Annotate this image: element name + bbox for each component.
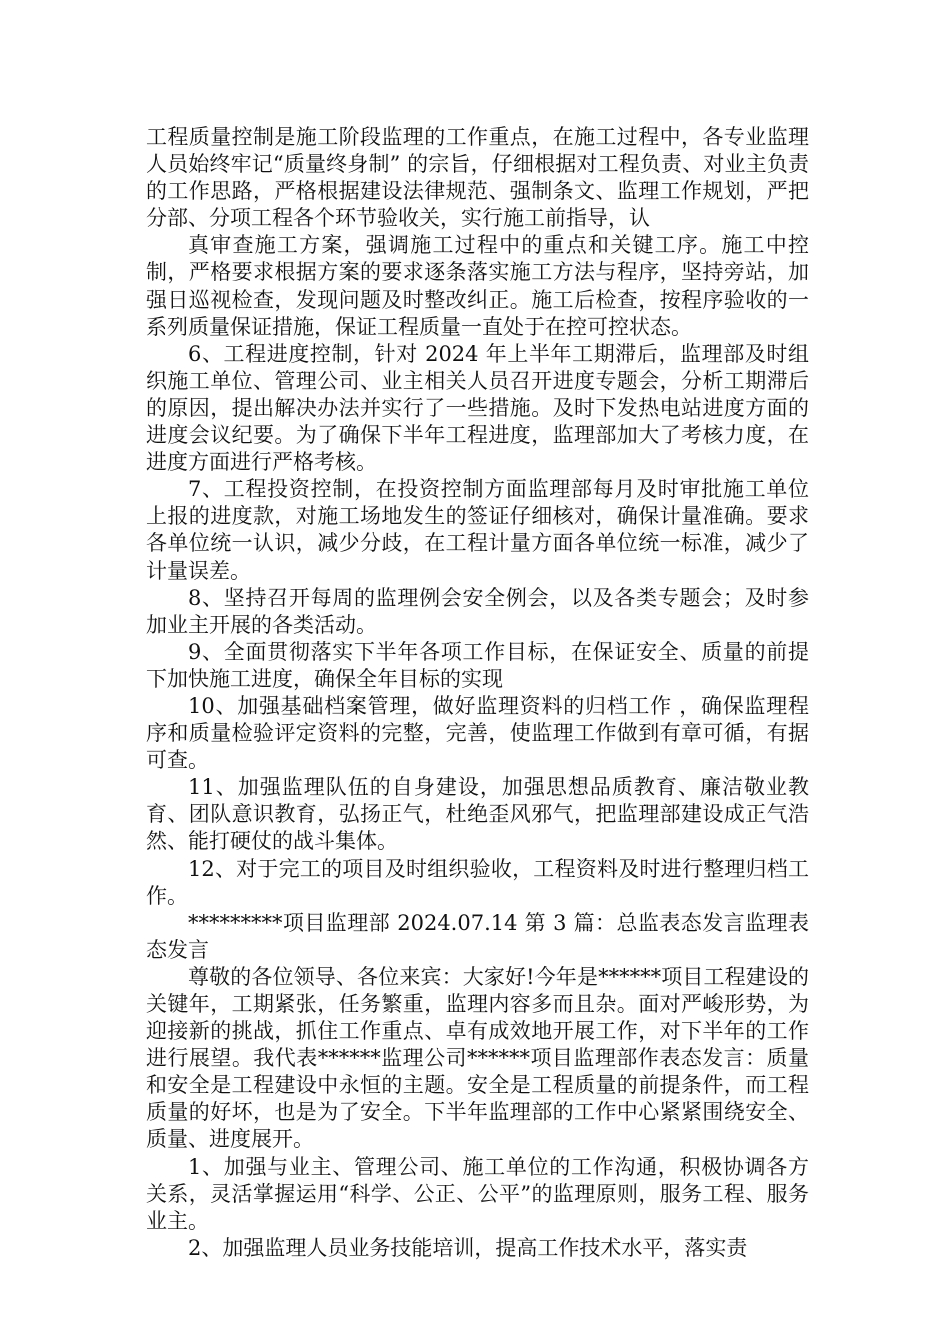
paragraph: 6、工程进度控制，针对 2024 年上半年工期滞后，监理部及时组织施工单位、管理公司、业主相关人员召开进度专题会，分析工期滞后的原因，提出解决办法并实行了一些措施。及时下发热电站进度方面的进度会议纪要。为了确保下半年工程进度，监理部加大了考核力度，在进度方面进行严格考核。 bbox=[146, 341, 809, 475]
paragraph: 2、加强监理人员业务技能培训，提高工作技术水平，落实责 bbox=[188, 1235, 748, 1260]
paragraph: 12、对于完工的项目及时组织验收，工程资料及时进行整理归档工作。 bbox=[146, 856, 809, 908]
paragraph: 尊敬的各位领导、各位来宾：大家好!今年是******项目工程建设的关键年，工期紧张，任务繁重，监理内容多而且杂。面对严峻形势，为迎接新的挑战，抓住工作重点、卓有成效地开展工作，对下半年的工作进行展望。我代表******监理公司******项目监理部作表态发言：质量和安全是工程建设中永恒的主题。安全是工程质量的前提条件，而工程质量的好坏，也是为了安全。下半年监理部的工作中心紧紧围绕安全、质量、进度展开。 bbox=[146, 964, 809, 1152]
paragraph: 10、加强基础档案管理，做好监理资料的归档工作 ，确保监理程序和质量检验评定资料的完整，完善，使监理工作做到有章可循，有据可查。 bbox=[146, 693, 809, 773]
paragraph: 7、工程投资控制，在投资控制方面监理部每月及时审批施工单位上报的进度款，对施工场地发生的签证仔细核对，确保计量准确。要求各单位统一认识，减少分歧，在工程计量方面各单位统一标准，减少了计量误差。 bbox=[146, 477, 809, 583]
paragraph: 11、加强监理队伍的自身建设，加强思想品质教育、廉洁敬业教育、团队意识教育，弘扬正气，杜绝歪风邪气，把监理部建设成正气浩然、能打硬仗的战斗集体。 bbox=[146, 775, 809, 854]
paragraph: 工程质量控制是施工阶段监理的工作重点，在施工过程中，各专业监理人员始终牢记“质量终身制” 的宗旨，仔细根据对工程负责、对业主负责的工作思路，严格根据建设法律规范、强制条文、监理工作规划，严把分部、分项工程各个环节验收关，实行施工前指导，认 bbox=[146, 125, 809, 231]
paragraph: 9、全面贯彻落实下半年各项工作目标，在保证安全、质量的前提下加快施工进度，确保全年目标的实现 bbox=[146, 639, 809, 691]
paragraph: 真审查施工方案，强调施工过程中的重点和关键工序。施工中控制，严格要求根据方案的要求逐条落实施工方法与程序，坚持旁站，加强日巡视检查，发现问题及时整改纠正。施工后检查，按程序验收的一系列质量保证措施，保证工程质量一直处于在控可控状态。 bbox=[146, 233, 809, 339]
paragraph: 1、加强与业主、管理公司、施工单位的工作沟通，积极协调各方关系，灵活掌握运用“科学、公正、公平”的监理原则，服务工程、服务业主。 bbox=[146, 1154, 809, 1233]
paragraph: *********项目监理部 2024.07.14 第 3 篇：总监表态发言监理表态发言 bbox=[146, 910, 809, 962]
paragraph: 8、坚持召开每周的监理例会安全例会，以及各类专题会；及时参加业主开展的各类活动。 bbox=[146, 585, 809, 637]
document-body bbox=[146, 124, 809, 1262]
